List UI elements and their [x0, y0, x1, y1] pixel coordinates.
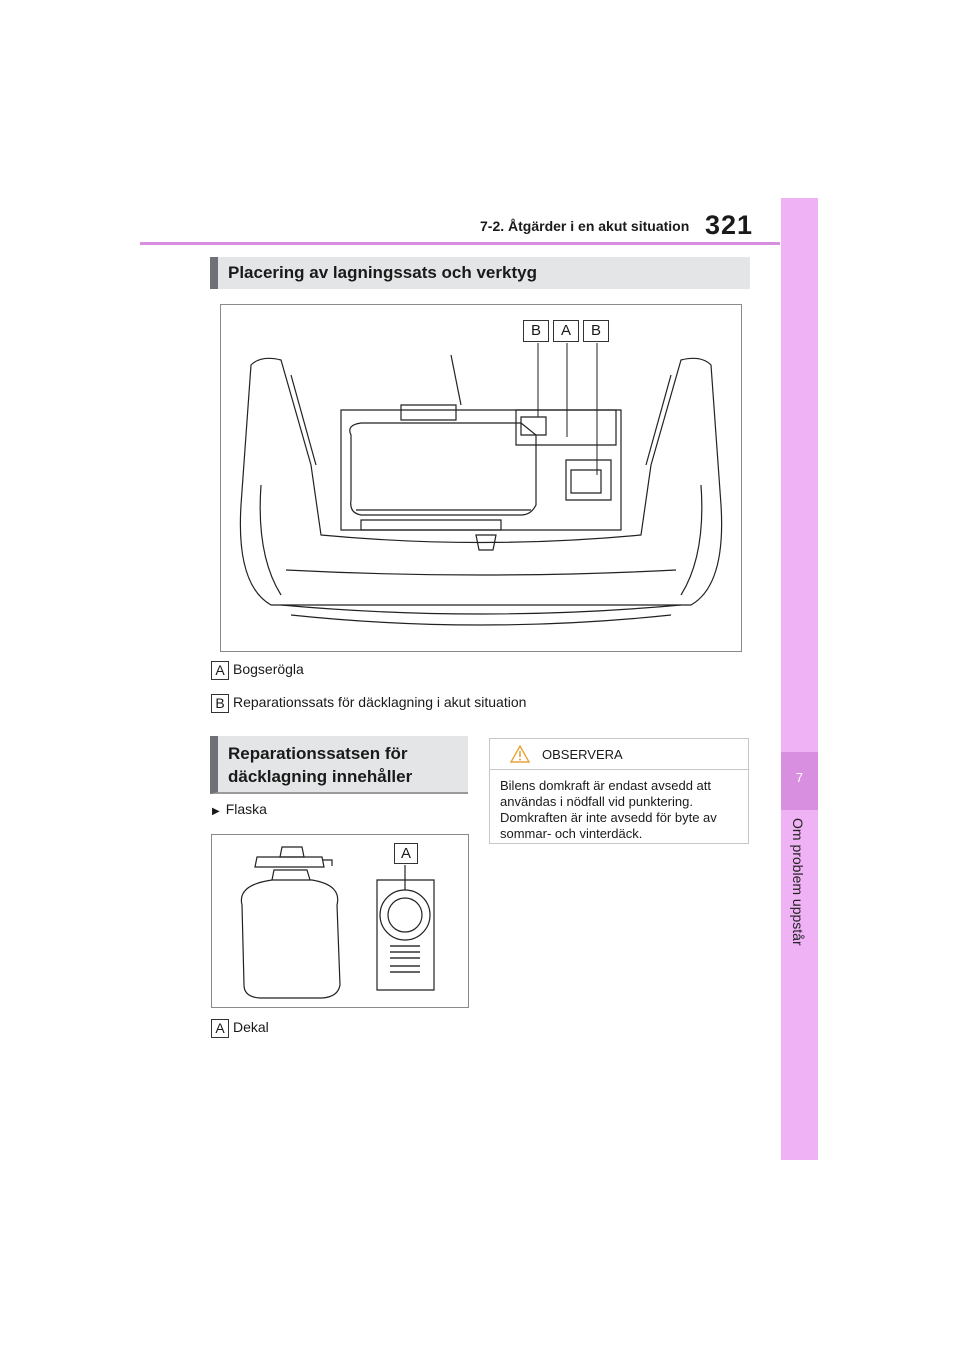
legend-text: Dekal	[233, 1019, 269, 1036]
side-tab	[781, 198, 818, 1160]
bottle-drawing	[212, 835, 468, 1007]
triangle-bullet-icon: ▶	[212, 806, 220, 817]
figure-label-b-left: B	[523, 320, 549, 342]
legend-item-a	[211, 661, 304, 680]
side-tab-chapter-number: 7	[795, 770, 804, 785]
legend-key: A	[211, 661, 229, 680]
notice-text: Bilens domkraft är endast avsedd att användas i nödfall vid punktering. Domkraften är inte avsedd för byte av sommar- och vinterdäck.	[500, 778, 717, 841]
bullet-item	[212, 801, 267, 817]
legend-item-b	[211, 694, 526, 713]
notice-box	[489, 738, 749, 844]
legend-key: A	[211, 1019, 229, 1038]
warning-triangle-icon	[510, 745, 530, 763]
section-heading-placement: Placering av lagningssats och verktyg	[210, 257, 750, 289]
heading-line-1: Reparationssatsen för	[228, 744, 408, 763]
trunk-drawing	[221, 305, 741, 651]
header-title: 7-2. Åtgärder i en akut situation	[480, 218, 690, 234]
section-heading-kit-contents	[210, 736, 468, 794]
figure-label-a: A	[553, 320, 579, 342]
figure-label-b-right: B	[583, 320, 609, 342]
bullet-text: Flaska	[225, 801, 267, 817]
heading-line-2: däcklagning innehåller	[228, 767, 413, 786]
legend-item-dekal	[211, 1019, 269, 1038]
header-rule	[140, 242, 780, 245]
trunk-illustration	[220, 304, 742, 652]
page-number: 321	[705, 210, 754, 240]
notice-header	[490, 739, 748, 770]
figure-label-a: A	[394, 843, 418, 864]
bottle-illustration	[211, 834, 469, 1008]
side-tab-chapter-title: Om problem uppstår	[790, 818, 806, 946]
legend-key: B	[211, 694, 229, 713]
legend-text: Reparationssats för däcklagning i akut situation	[233, 694, 527, 711]
legend-text: Bogserögla	[233, 661, 304, 678]
notice-title: OBSERVERA	[542, 747, 623, 762]
